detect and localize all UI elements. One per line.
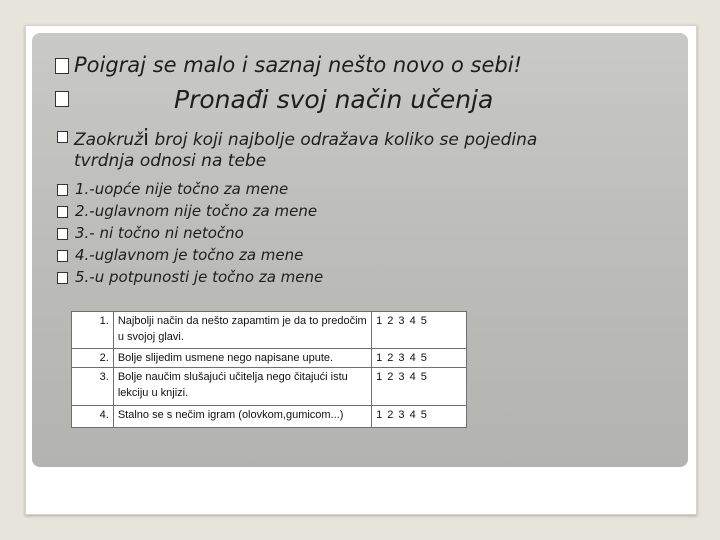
row-number: 2. [72,349,114,368]
row-scale: 1 2 3 4 5 [372,349,467,368]
survey-table [71,311,467,428]
row-number: 1. [72,312,114,349]
instruction-start: Zaokruž [74,130,143,150]
instruction-rest: broj koji najbolje odražava koliko se pojedina [149,130,538,150]
row-scale: 1 2 3 4 5 [372,312,467,349]
square-bullet-icon [57,131,68,143]
row-statement: Bolje naučim slušajući učitelja nego čitajući istu lekciju u knjizi. [113,368,371,405]
square-bullet-icon [57,184,68,196]
instruction-line-1 [74,126,537,151]
row-number: 4. [72,405,114,427]
square-bullet-icon [55,58,69,74]
scale-item: 5.-u potpunosti je točno za mene [75,268,324,286]
square-bullet-icon [57,228,68,240]
subtitle: Poigraj se malo i saznaj nešto novo o sebi! [74,53,522,77]
scale-item: 3.- ni točno ni netočno [75,224,244,242]
scale-item: 4.-uglavnom je točno za mene [75,246,304,264]
row-number: 3. [72,368,114,405]
table-row [72,349,467,368]
row-scale: 1 2 3 4 5 [372,368,467,405]
row-scale: 1 2 3 4 5 [372,405,467,427]
row-statement: Stalno se s nečim igram (olovkom,gumicom...) [113,405,371,427]
scale-item: 2.-uglavnom nije točno za mene [75,202,318,220]
square-bullet-icon [57,250,68,262]
table-row [72,368,467,405]
page-title: Pronađi svoj način učenja [174,85,494,114]
instruction-line-2: tvrdnja odnosi na tebe [74,151,267,171]
table-row [72,405,467,427]
row-statement: Najbolji način da nešto zapamtim je da to predočim u svojoj glavi. [113,312,371,349]
table-row [72,312,467,349]
row-statement: Bolje slijedim usmene nego napisane upute. [113,349,371,368]
square-bullet-icon [57,272,68,284]
square-bullet-icon [55,91,69,107]
square-bullet-icon [57,206,68,218]
scale-item: 1.-uopće nije točno za mene [75,180,289,198]
survey-table-image [71,311,467,428]
instruction-i: i [143,126,150,151]
